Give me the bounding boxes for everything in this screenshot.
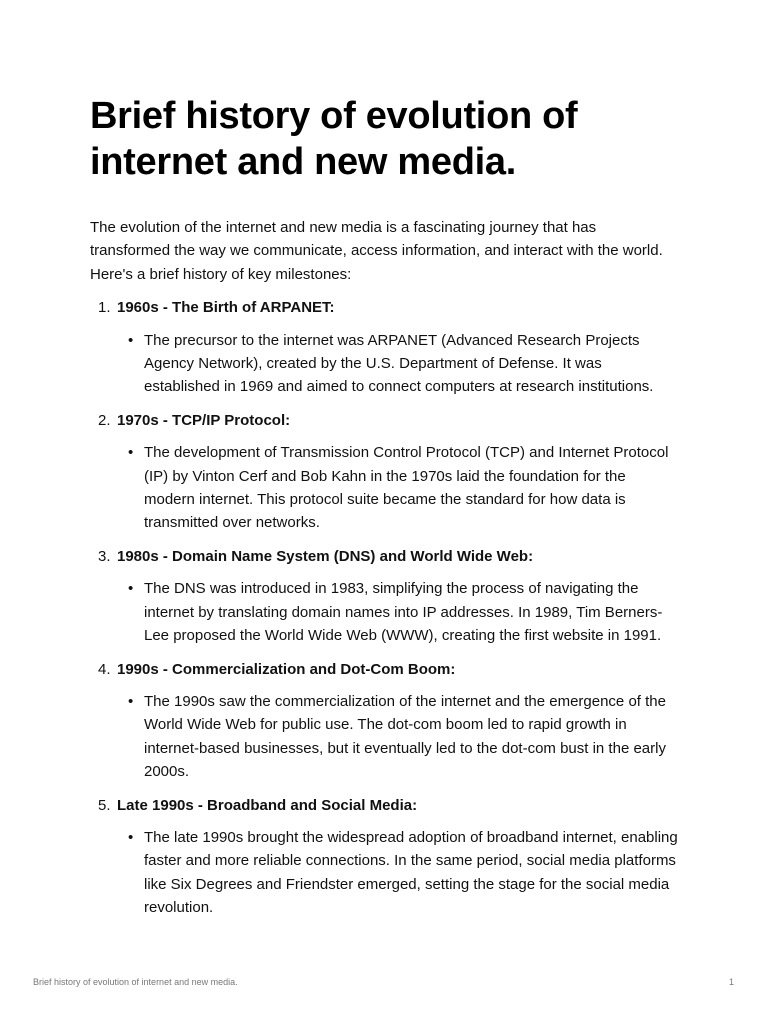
milestone-detail-text: The precursor to the internet was ARPANET (Advanced Research Projects Agency Network), created by the U.S. Department of Defense. It was established in 1969 and aimed to connect computers at research institutions. [144,331,654,396]
intro-paragraph: The evolution of the internet and new media is a fascinating journey that has transformed the way we communicate, access information, and interact with the world. Here's a brief history of key milestones: [90,219,663,283]
bullet-icon: • [128,828,134,846]
milestone-detail [128,329,680,399]
milestone-item [98,543,680,648]
footer-document-title: Brief history of evolution of internet and new media. [33,977,238,987]
milestone-number: 3. [98,547,111,565]
milestone-heading-text: 1980s - Domain Name System (DNS) and World Wide Web: [117,547,534,565]
milestone-detail [128,441,680,535]
milestone-heading-text: 1970s - TCP/IP Protocol: [117,411,291,429]
bullet-icon: • [128,580,134,598]
milestone-detail [128,690,680,784]
milestone-details [117,826,680,920]
milestone-item [98,792,680,920]
milestone-heading [98,792,680,817]
milestone-detail-text: The 1990s saw the commercialization of the internet and the emergence of the World Wide Web for public use. The dot-com boom led to rapid growth in internet-based businesses, but it eventually led to the dot-com bust in the early 2000s. [144,692,666,781]
bullet-icon: • [128,444,134,462]
milestone-heading-text: Late 1990s - Broadband and Social Media: [117,796,418,814]
milestone-heading [98,543,680,568]
milestone-heading [98,407,680,432]
footer-page-number: 1 [728,977,734,987]
bullet-icon: • [128,692,134,710]
document-title: Brief history of evolution of internet and new media. [90,95,578,183]
milestone-details [117,577,680,647]
document-page [90,93,680,928]
milestone-detail [128,826,680,920]
milestone-number: 1. [98,299,111,317]
milestone-heading-text: 1960s - The Birth of ARPANET: [117,299,335,317]
milestone-heading [98,656,680,681]
milestone-item [98,407,680,535]
milestone-detail-text: The development of Transmission Control Protocol (TCP) and Internet Protocol (IP) by Vinton Cerf and Bob Kahn in the 1970s laid the foundation for the modern internet. This protocol suite became the standard for how data is transmitted over networks. [144,444,669,532]
milestone-detail [128,577,680,647]
milestones-list [90,294,680,919]
milestone-item [98,294,680,399]
milestone-detail-text: The DNS was introduced in 1983, simplifying the process of navigating the internet by translating domain names into IP addresses. In 1989, Tim Berners-Lee proposed the World Wide Web (WWW), creating the first website in 1991. [144,580,663,645]
milestone-number: 5. [98,796,111,814]
milestone-number: 4. [98,660,111,678]
bullet-icon: • [128,331,134,349]
milestone-details [117,329,680,399]
milestone-number: 2. [98,411,111,429]
milestone-item [98,656,680,784]
milestone-heading-text: 1990s - Commercialization and Dot-Com Boom: [117,660,456,678]
milestone-details [117,441,680,535]
milestone-details [117,690,680,784]
milestone-heading [98,294,680,319]
milestone-detail-text: The late 1990s brought the widespread adoption of broadband internet, enabling faster and more reliable connections. In the same period, social media platforms like Six Degrees and Friendster emerged, setting the stage for the social media revolution. [144,828,678,917]
